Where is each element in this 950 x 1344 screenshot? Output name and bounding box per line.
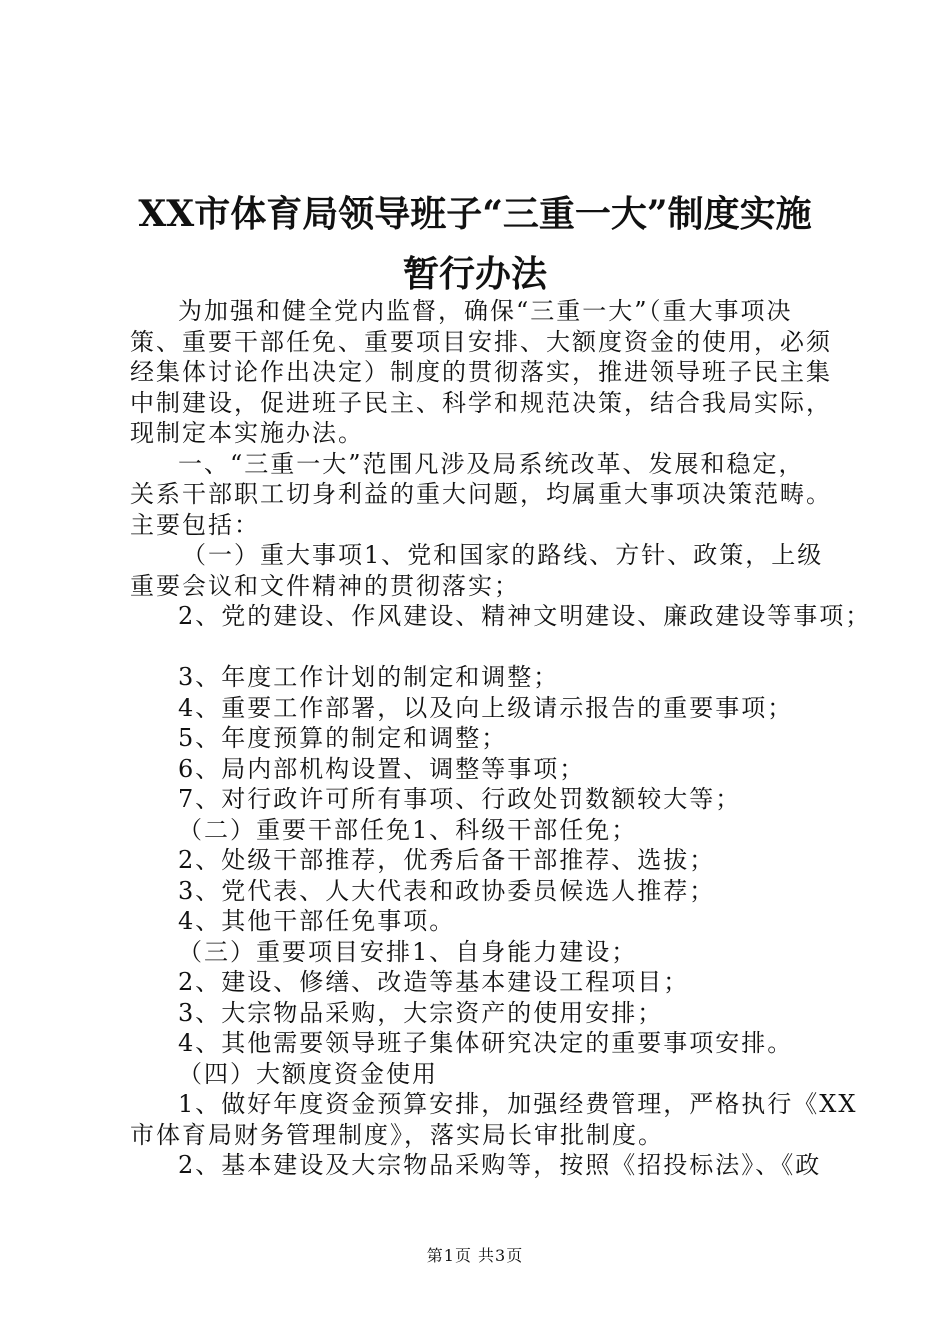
list-item: 5、年度预算的制定和调整； — [178, 724, 508, 752]
list-item: 3、年度工作计划的制定和调整； — [178, 663, 560, 691]
paragraph-line: （一）重大事项1、党和国家的路线、方针、政策，上级 — [182, 541, 824, 569]
section-heading: （三）重要项目安排1、自身能力建设； — [178, 937, 638, 966]
list-item: 7、对行政许可所有事项、行政处罚数额较大等； — [178, 785, 742, 813]
list-item: 3、党代表、人大代表和政协委员候选人推荐； — [178, 876, 716, 905]
document-title-line-1: XX市体育局领导班子“三重一大”制度实施 — [138, 193, 812, 235]
paragraph-line: 为加强和健全党内监督，确保“三重一大”（重大事项决 — [178, 297, 793, 325]
paragraph-line: 经集体讨论作出决定）制度的贯彻落实，推进领导班子民主集 — [130, 358, 832, 386]
section-heading: （四）大额度资金使用 — [178, 1059, 438, 1088]
paragraph-line: 一、“三重一大”范围凡涉及局系统改革、发展和稳定， — [178, 449, 805, 478]
list-item: 6、局内部机构设置、调整等事项； — [178, 754, 586, 783]
paragraph-line: 2、基本建设及大宗物品采购等，按照《招投标法》、《政 — [178, 1151, 822, 1179]
paragraph-line: 中制建设，促进班子民主、科学和规范决策，结合我局实际， — [130, 388, 832, 417]
paragraph-line: 重要会议和文件精神的贯彻落实； — [130, 571, 520, 600]
paragraph-line: 市体育局财务管理制度》，落实局长审批制度。 — [130, 1120, 664, 1149]
section-heading: （二）重要干部任免1、科级干部任免； — [178, 815, 638, 844]
list-item: 2、处级干部推荐，优秀后备干部推荐、选拔； — [178, 846, 716, 874]
list-item: 2、建设、修缮、改造等基本建设工程项目； — [178, 968, 690, 996]
paragraph-line: 1、做好年度资金预算安排，加强经费管理，严格执行《XX — [178, 1090, 858, 1118]
paragraph-line: 现制定本实施办法。 — [130, 419, 364, 447]
paragraph-line: 主要包括： — [130, 510, 260, 539]
list-item: 3、大宗物品采购，大宗资产的使用安排； — [178, 998, 664, 1027]
document-body — [130, 296, 872, 1181]
paragraph-line: 关系干部职工切身利益的重大问题，均属重大事项决策范畴。 — [130, 480, 832, 508]
list-item: 2、党的建设、作风建设、精神文明建设、廉政建设等事项； — [178, 602, 872, 630]
document-title-line-2: 暂行办法 — [402, 253, 547, 295]
list-item: 4、其他干部任免事项。 — [178, 907, 456, 935]
blank-line — [130, 632, 840, 663]
list-item: 4、其他需要领导班子集体研究决定的重要事项安排。 — [178, 1029, 794, 1057]
list-item: 4、重要工作部署，以及向上级请示报告的重要事项； — [178, 693, 794, 722]
page-footer: 第1页 共3页 — [426, 1246, 524, 1265]
paragraph-line: 策、重要干部任免、重要项目安排、大额度资金的使用，必须 — [130, 327, 832, 356]
